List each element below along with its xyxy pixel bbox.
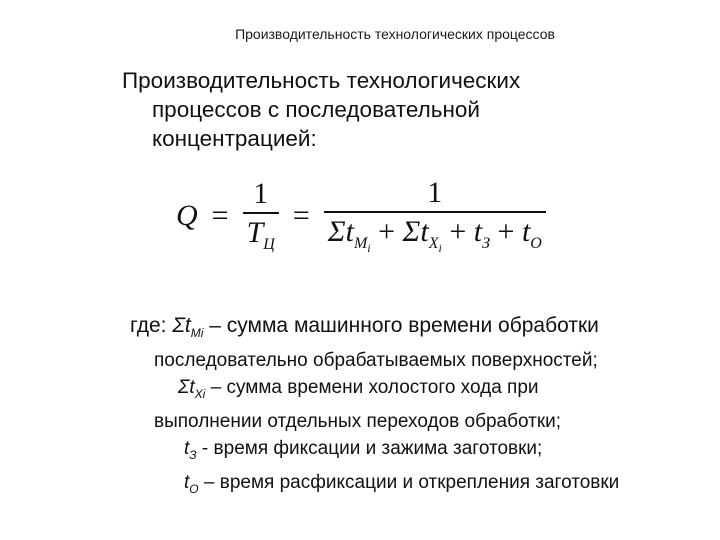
fraction-2-denominator: $\Sigma t_{M_i} + \Sigma t_{X_i} + t_З + t_O$ xyxy=(324,211,546,254)
fraction-1-denominator: $T_Ц$ xyxy=(243,212,279,253)
fraction-2 xyxy=(324,178,546,254)
definition-1: где: $\Sigma t_{Mi}$ – сумма машинного времени обработки xyxy=(130,314,599,341)
formula-equals-1: = xyxy=(211,199,229,233)
definition-3: $t_З$ - время фиксации и зажима заготовки; xyxy=(184,437,543,462)
formula-equals-2: = xyxy=(292,199,310,233)
formula-lhs: Q xyxy=(176,199,198,233)
intro-text xyxy=(122,66,682,153)
definition-2: $\Sigma t_{Xi}$ – сумма времени холостого хода при xyxy=(178,377,539,401)
intro-line-1: Производительность технологических xyxy=(122,68,521,93)
fraction-2-numerator: 1 xyxy=(427,176,443,209)
intro-line-2: процессов с последовательной xyxy=(152,97,480,122)
definition-4: $t_O$ – время расфиксации и открепления заготовки xyxy=(184,471,620,496)
definition-2-continued: выполнении отдельных переходов обработки; xyxy=(154,410,562,432)
fraction-1 xyxy=(243,179,279,253)
definitions xyxy=(130,312,710,503)
slide-header: Производительность технологических процессов xyxy=(235,26,555,42)
fraction-1-numerator: 1 xyxy=(253,177,269,211)
definition-1-continued: последовательно обрабатываемых поверхностей; xyxy=(154,350,598,372)
intro-line-3: концентрацией: xyxy=(152,126,317,151)
productivity-formula xyxy=(176,178,546,254)
